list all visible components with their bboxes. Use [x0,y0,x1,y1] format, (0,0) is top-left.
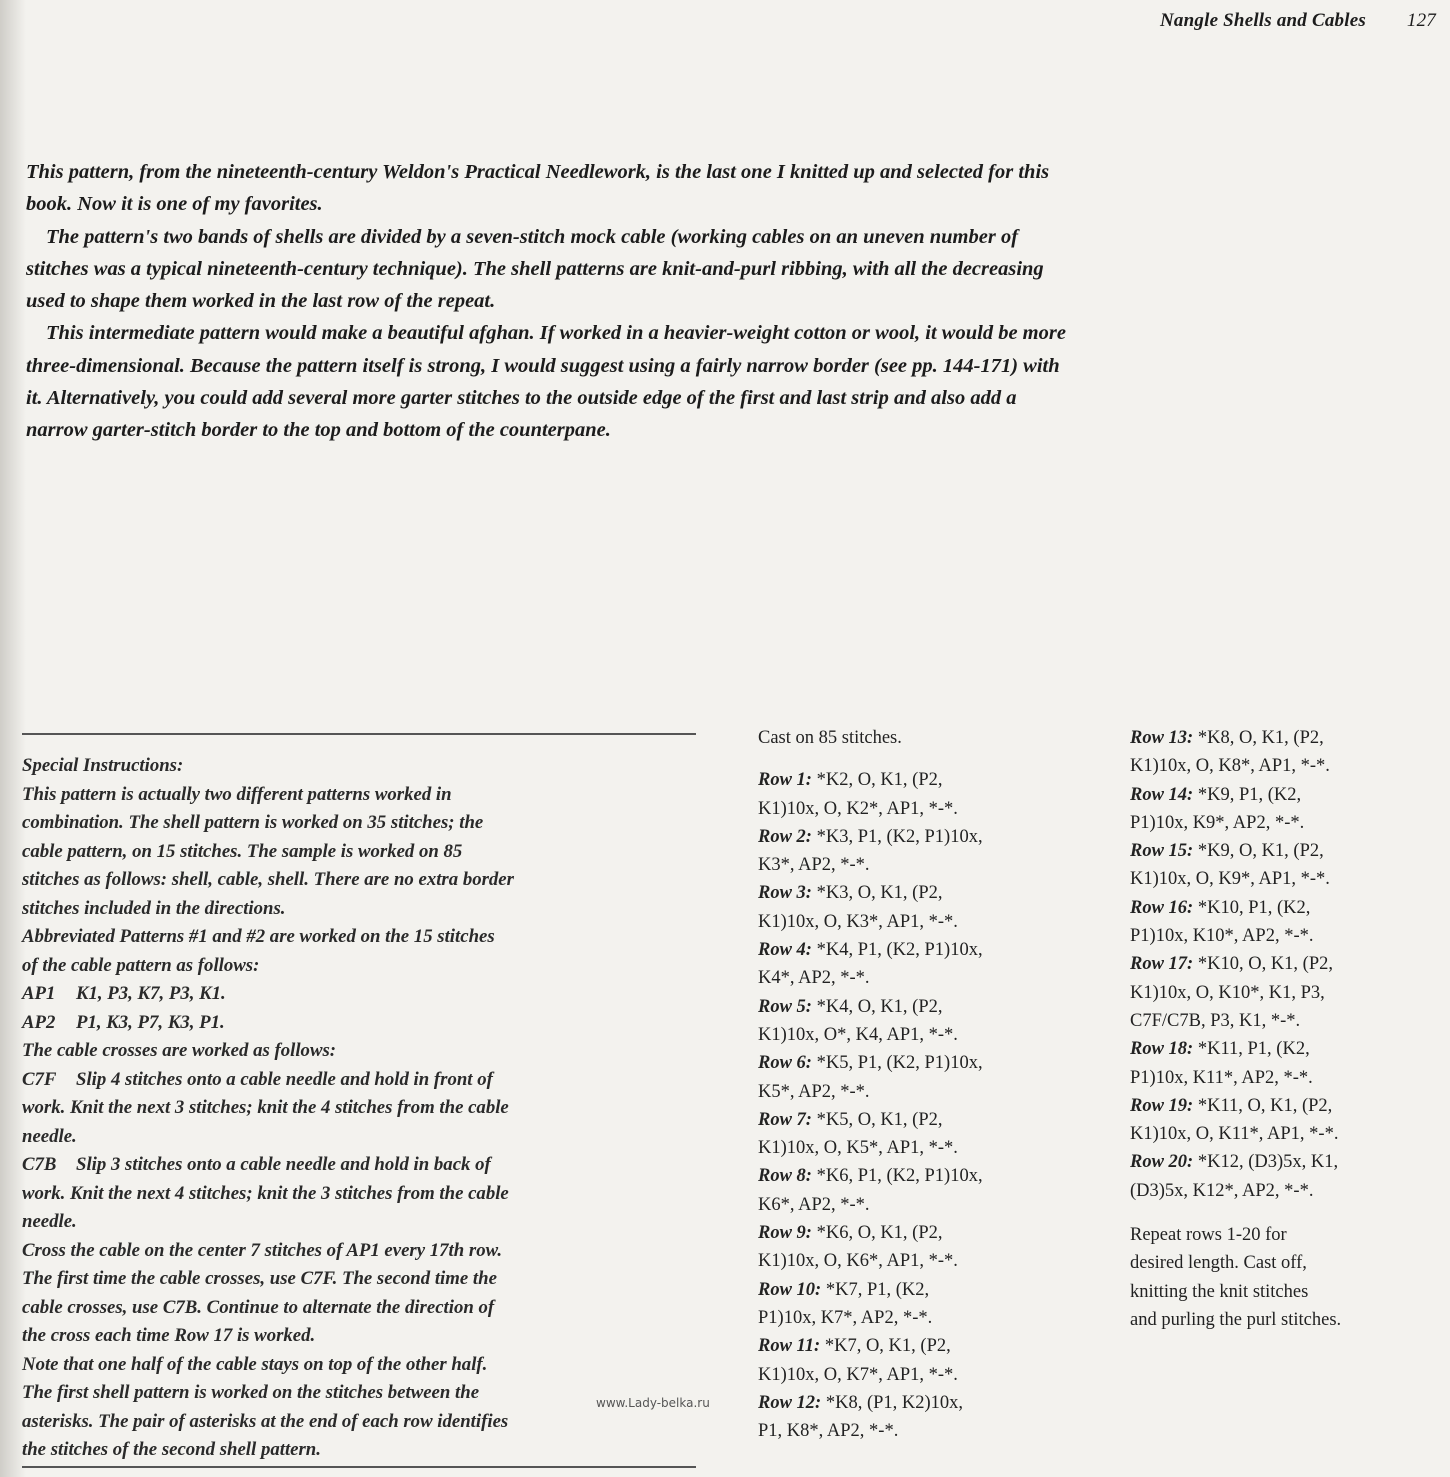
row-text: *K4, P1, (K2, P1)10x, [816,940,983,961]
row-line [758,1276,1098,1304]
row-line [1130,894,1450,922]
row-line [1130,950,1450,978]
special-line: This pattern is actually two different patterns worked in [22,783,452,805]
row-text: (D3)5x, K12*, AP2, *-*. [1130,1180,1314,1201]
special-instructions [22,752,712,1465]
pattern-row [758,879,1098,936]
closing-line: Note that one half of the cable stays on top of the other half. [22,1353,488,1375]
row-text: *K6, O, K1, (P2, [816,1223,943,1244]
row-label: Row 20: [1130,1152,1194,1173]
row-text: P1, K8*, AP2, *-*. [758,1421,899,1442]
row-text: *K8, (P1, K2)10x, [825,1392,964,1413]
row-text: *K5, P1, (K2, P1)10x, [816,1053,983,1074]
row-label: Row 17: [1130,954,1194,975]
row-line [1130,724,1450,752]
row-label: Row 6: [758,1053,812,1074]
row-label: Row 15: [1130,841,1194,862]
row-text: *K3, O, K1, (P2, [816,883,943,904]
row-text: *K2, O, K1, (P2, [816,770,943,791]
pattern-row [758,1106,1098,1163]
row-text: *K7, P1, (K2, [825,1279,930,1300]
row-text: P1)10x, K7*, AP2, *-*. [758,1307,933,1328]
running-header [1160,10,1436,32]
special-line: Abbreviated Patterns #1 and #2 are worked on the 15 stitches [22,926,495,947]
pattern-row [1130,837,1450,894]
row-text: K1)10x, O, K3*, AP1, *-*. [758,911,958,932]
row-line [758,1049,1098,1077]
row-line [1130,781,1450,809]
row-line [758,1162,1098,1190]
running-title: Nangle Shells and Cables [1160,10,1366,31]
row-text: K6*, AP2, *-*. [758,1194,870,1215]
c7b-text: Slip 3 stitches onto a cable needle and hold in back of [76,1154,491,1175]
pattern-row [758,823,1098,880]
c7f-line: work. Knit the next 3 stitches; knit the 4 stitches from the cable [22,1097,509,1118]
repeat-line: Repeat rows 1-20 for [1130,1225,1287,1246]
row-label: Row 1: [758,770,812,791]
pattern-row [1130,1092,1450,1149]
row-text: K1)10x, O, K7*, AP1, *-*. [758,1364,958,1385]
intro-paragraph: This pattern, from the nineteenth-century Weldon's Practical Needlework, is the last one I knitted up and selected for this book. Now it is one of my favorites. [26,161,1050,216]
row-text: *K11, O, K1, (P2, [1197,1095,1333,1116]
pattern-row [1130,724,1450,781]
ap1-text: K1, P3, K7, P3, K1. [76,983,226,1004]
pattern-row [758,936,1098,993]
row-text: *K9, O, K1, (P2, [1197,841,1324,862]
row-text: *K4, O, K1, (P2, [816,996,943,1017]
c7f-line [22,1066,712,1095]
pattern-row [758,1332,1098,1389]
row-line [758,823,1098,851]
row-label: Row 7: [758,1109,812,1130]
ap2-line [22,1009,712,1038]
row-label: Row 9: [758,1223,812,1244]
intro-text [26,156,1076,447]
pattern-row [1130,894,1450,951]
row-text: K1)10x, O, K9*, AP1, *-*. [1130,869,1330,890]
row-line [1130,1092,1450,1120]
repeat-line: knitting the knit stitches [1130,1281,1309,1302]
row-text: K1)10x, O, K5*, AP1, *-*. [758,1138,958,1159]
pattern-row [758,766,1098,823]
ap2-abbr: AP2 [22,1011,56,1033]
row-text: K1)10x, O, K2*, AP1, *-*. [758,798,958,819]
row-text: C7F/C7B, P3, K1, *-*. [1130,1010,1301,1031]
pattern-row [758,1219,1098,1276]
special-line: combination. The shell pattern is worked on 35 stitches; the [22,812,484,833]
rows-column-middle [758,724,1098,1445]
row-text: *K3, P1, (K2, P1)10x, [816,826,983,847]
row-line [758,1106,1098,1134]
row-line [758,1219,1098,1247]
cable-intro: The cable crosses are worked as follows: [22,1040,337,1061]
row-label: Row 18: [1130,1039,1194,1060]
c7f-line: needle. [22,1125,77,1147]
rows-column-right [1130,724,1450,1334]
pattern-row [758,993,1098,1050]
c7b-line: work. Knit the next 4 stitches; knit the 3 stitches from the cable [22,1182,509,1204]
row-line [1130,1035,1450,1063]
row-text: P1)10x, K9*, AP2, *-*. [1130,812,1305,833]
c7f-abbr: C7F [22,1068,57,1090]
row-text: K1)10x, O, K11*, AP1, *-*. [1130,1124,1339,1145]
row-label: Row 5: [758,996,812,1017]
row-text: *K12, (D3)5x, K1, [1197,1152,1339,1173]
page-number: 127 [1406,10,1436,31]
watermark: www.Lady-belka.ru [596,1396,710,1410]
intro-paragraph: The pattern's two bands of shells are divided by a seven-stitch mock cable (working cables on an uneven number of stitches was a typical nineteenth-century technique). The shell patterns are knit-and-purl ribbing, with all the decreasing used to shape them worked in the last row of the repeat. [26,225,1044,313]
row-label: Row 10: [758,1279,822,1300]
row-text: K5*, AP2, *-*. [758,1081,870,1102]
closing-line: cable crosses, use C7B. Continue to alternate the direction of [22,1296,495,1318]
closing-line: the stitches of the second shell pattern. [22,1439,321,1460]
closing-line: Cross the cable on the center 7 stitches of AP1 every 17th row. [22,1239,503,1261]
row-text: *K10, O, K1, (P2, [1197,954,1333,975]
pattern-row [758,1049,1098,1106]
closing-line: The first shell pattern is worked on the stitches between the [22,1382,480,1403]
row-text: P1)10x, K10*, AP2, *-*. [1130,926,1314,947]
ap2-text: P1, K3, P7, K3, P1. [76,1011,225,1033]
row-label: Row 16: [1130,897,1194,918]
repeat-line: desired length. Cast off, [1130,1253,1307,1274]
row-line [758,1332,1098,1360]
row-label: Row 11: [758,1336,821,1357]
row-text: K1)10x, O, K10*, K1, P3, [1130,982,1325,1003]
closing-line: asterisks. The pair of asterisks at the end of each row identifies [22,1410,509,1432]
bottom-divider [22,1466,696,1468]
row-line [1130,837,1450,865]
repeat-instructions [1130,1221,1450,1334]
row-line [1130,1148,1450,1176]
row-list-middle [758,766,1098,1445]
row-label: Row 4: [758,940,812,961]
ap1-line [22,980,712,1009]
pattern-row [758,1276,1098,1333]
special-heading: Special Instructions: [22,755,184,776]
row-line [758,936,1098,964]
c7b-line [22,1151,712,1180]
row-line [758,993,1098,1021]
row-label: Row 13: [1130,728,1194,748]
intro-paragraph: This intermediate pattern would make a beautiful afghan. If worked in a heavier-weight cotton or wool, it would be more three-dimensional. Because the pattern itself is strong, I would suggest using a fairly narrow border (see pp. 144-171) with it. Alternatively, you could add several more garter stitches to the outside edge of the first and last strip and also add a narrow garter-stitch border to the top and bottom of the counterpane. [26,322,1066,442]
row-label: Row 3: [758,883,812,904]
row-text: K1)10x, O, K8*, AP1, *-*. [1130,756,1330,777]
pattern-row [1130,781,1450,838]
row-line [758,766,1098,794]
row-label: Row 19: [1130,1095,1194,1116]
row-label: Row 14: [1130,784,1194,805]
pattern-row [1130,1148,1450,1205]
row-line [758,1389,1098,1417]
closing-line: the cross each time Row 17 is worked. [22,1325,316,1346]
row-text: K1)10x, O*, K4, AP1, *-*. [758,1024,958,1045]
c7f-text: Slip 4 stitches onto a cable needle and hold in front of [76,1068,493,1090]
c7b-abbr: C7B [22,1154,57,1175]
row-text: *K8, O, K1, (P2, [1197,728,1324,748]
row-line [758,879,1098,907]
row-text: *K10, P1, (K2, [1197,897,1311,918]
c7b-line: needle. [22,1211,77,1232]
row-text: *K11, P1, (K2, [1197,1039,1310,1060]
row-text: *K5, O, K1, (P2, [816,1109,943,1130]
pattern-row [758,1389,1098,1446]
row-text: K3*, AP2, *-*. [758,855,870,876]
row-text: *K9, P1, (K2, [1197,784,1302,805]
pattern-row [1130,1035,1450,1092]
repeat-line: and purling the purl stitches. [1130,1309,1342,1330]
row-label: Row 2: [758,826,812,847]
top-divider [22,733,696,735]
row-text: K4*, AP2, *-*. [758,968,870,989]
row-list-right [1130,724,1450,1205]
row-text: P1)10x, K11*, AP2, *-*. [1130,1067,1313,1088]
row-text: *K6, P1, (K2, P1)10x, [816,1166,983,1187]
row-label: Row 8: [758,1166,812,1187]
special-line: stitches included in the directions. [22,897,286,919]
cast-on-text: Cast on 85 stitches. [758,728,902,748]
closing-line: The first time the cable crosses, use C7F. The second time the [22,1268,497,1289]
row-label: Row 12: [758,1392,822,1413]
special-line: cable pattern, on 15 stitches. The sample is worked on 85 [22,840,463,862]
pattern-row [758,1162,1098,1219]
row-text: *K7, O, K1, (P2, [824,1336,951,1357]
row-text: K1)10x, O, K6*, AP1, *-*. [758,1251,958,1272]
pattern-row [1130,950,1450,1035]
ap1-abbr: AP1 [22,983,56,1004]
special-line: stitches as follows: shell, cable, shell. There are no extra border [22,869,514,890]
special-line: of the cable pattern as follows: [22,954,260,976]
